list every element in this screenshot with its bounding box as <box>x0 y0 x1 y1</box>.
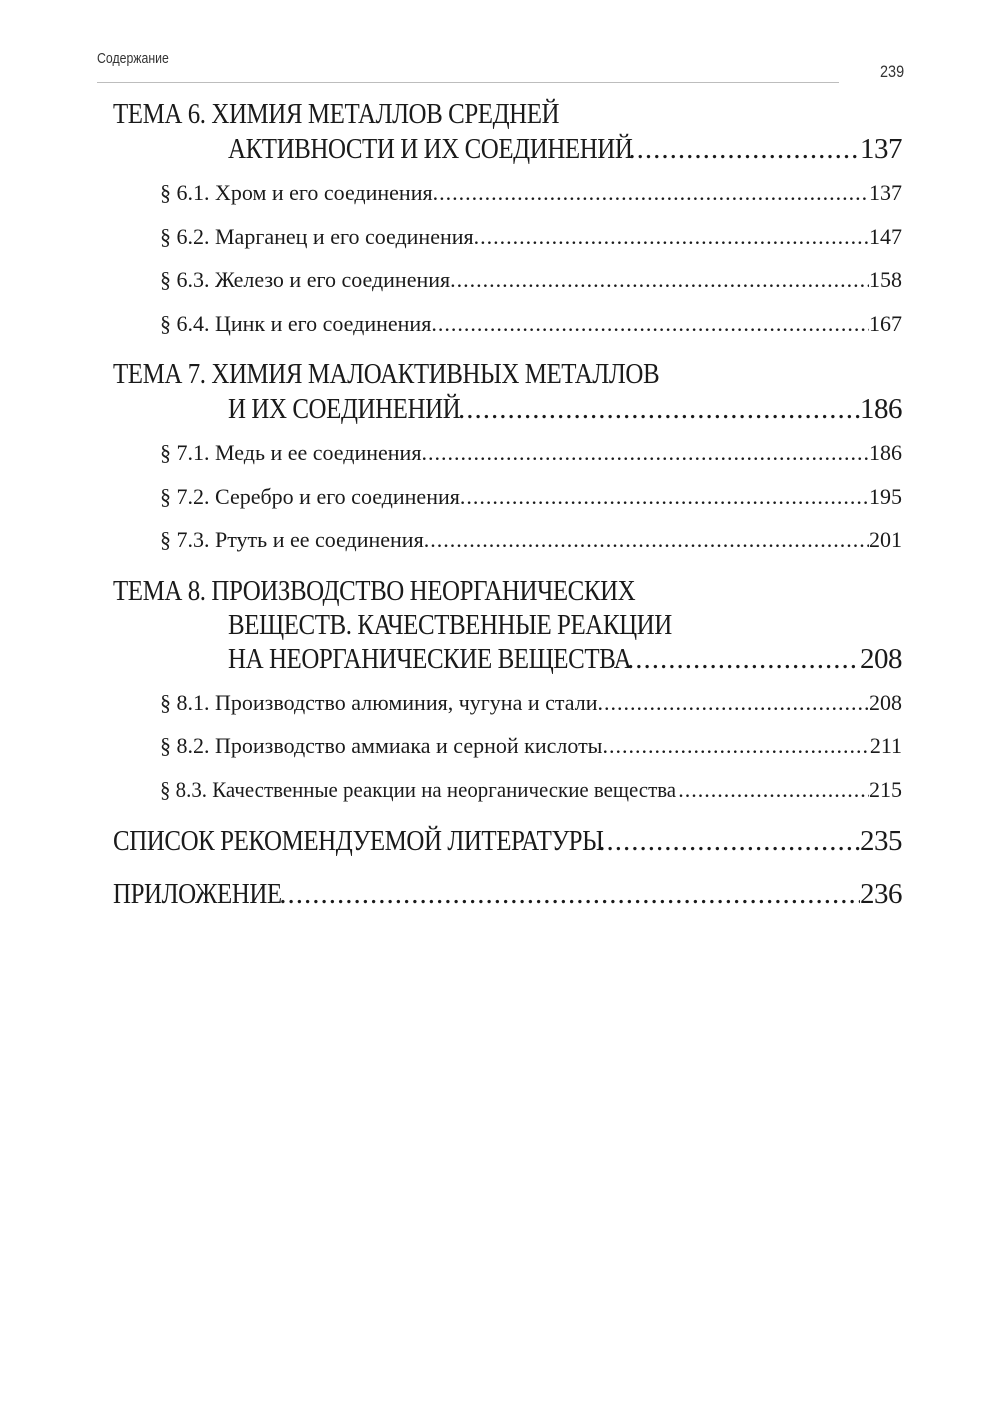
toc-section-6-3[interactable]: § 6.3. Железо и его соединения ..... 158 <box>160 267 902 293</box>
toc-topic-8-title-line2[interactable]: ВЕЩЕСТВ. КАЧЕСТВЕННЫЕ РЕАКЦИИ <box>228 609 672 641</box>
leader-dots <box>678 777 869 803</box>
leader-dots <box>628 133 860 166</box>
leader-dots <box>458 393 860 426</box>
toc-page: 201 <box>869 527 902 552</box>
toc-page: 147 <box>869 224 902 249</box>
toc-section-8-1[interactable]: § 8.1. Производство алюминия, чугуна и стали ..... 208 <box>160 690 902 716</box>
leader-dots <box>431 311 869 337</box>
toc-topic-7-title-line1[interactable]: ТЕМА 7. ХИМИЯ МАЛОАКТИВНЫХ МЕТАЛЛОВ <box>113 358 660 390</box>
leader-dots <box>460 484 869 510</box>
toc-page: 137 <box>860 133 902 165</box>
toc-section-8-2[interactable]: § 8.2. Производство аммиака и серной кислоты ..... 211 <box>160 733 902 759</box>
toc-page: 195 <box>869 484 902 509</box>
toc-topic-6-title-line1[interactable]: ТЕМА 6. ХИМИЯ МЕТАЛЛОВ СРЕДНЕЙ <box>113 98 560 130</box>
header-rule <box>97 82 839 83</box>
toc-bibliography[interactable]: СПИСОК РЕКОМЕНДУЕМОЙ ЛИТЕРАТУРЫ ..... 235 <box>113 825 902 858</box>
leader-dots <box>421 440 869 466</box>
toc-page: 208 <box>860 643 902 675</box>
toc-topic-8-title-line3[interactable]: НА НЕОРГАНИЧЕСКИЕ ВЕЩЕСТВА ..... 208 <box>228 643 902 676</box>
page-number: 239 <box>880 62 905 81</box>
toc-section-7-3[interactable]: § 7.3. Ртуть и ее соединения ..... 201 <box>160 527 902 553</box>
leader-dots <box>433 180 869 206</box>
toc-page: 158 <box>869 267 902 292</box>
toc-section-6-1[interactable]: § 6.1. Хром и его соединения ..... 137 <box>160 180 902 206</box>
toc-page: 215 <box>869 777 902 802</box>
leader-dots <box>602 733 869 759</box>
toc-appendix[interactable]: ПРИЛОЖЕНИЕ ..... 236 <box>113 878 902 911</box>
toc-topic-8-title-line1[interactable]: ТЕМА 8. ПРОИЗВОДСТВО НЕОРГАНИЧЕСКИХ <box>113 575 636 607</box>
leader-dots <box>279 878 860 911</box>
leader-dots <box>450 267 869 293</box>
toc-page: 236 <box>860 878 902 910</box>
leader-dots <box>598 825 860 858</box>
toc-page: 186 <box>860 393 902 425</box>
toc-topic-6-title-line2[interactable]: АКТИВНОСТИ И ИХ СОЕДИНЕНИЙ ..... 137 <box>228 133 902 166</box>
toc-page: 186 <box>869 440 902 465</box>
toc-page: 211 <box>869 733 902 758</box>
leader-dots <box>627 643 860 676</box>
running-head-title: Содержание <box>97 50 169 67</box>
leader-dots <box>424 527 869 553</box>
toc-page: 235 <box>860 825 902 857</box>
toc-section-7-2[interactable]: § 7.2. Серебро и его соединения ..... 195 <box>160 484 902 510</box>
toc-page: 208 <box>869 690 902 715</box>
leader-dots <box>474 224 869 250</box>
toc-section-6-2[interactable]: § 6.2. Марганец и его соединения ..... 147 <box>160 224 902 250</box>
leader-dots <box>597 690 869 716</box>
toc-section-8-3[interactable]: § 8.3. Качественные реакции на неорганические вещества ..... 215 <box>160 777 902 803</box>
toc-topic-7-title-line2[interactable]: И ИХ СОЕДИНЕНИЙ ..... 186 <box>228 393 902 426</box>
toc-section-6-4[interactable]: § 6.4. Цинк и его соединения ..... 167 <box>160 311 902 337</box>
toc-page: 167 <box>869 311 902 336</box>
toc-page: 137 <box>869 180 902 205</box>
toc-section-7-1[interactable]: § 7.1. Медь и ее соединения ..... 186 <box>160 440 902 466</box>
